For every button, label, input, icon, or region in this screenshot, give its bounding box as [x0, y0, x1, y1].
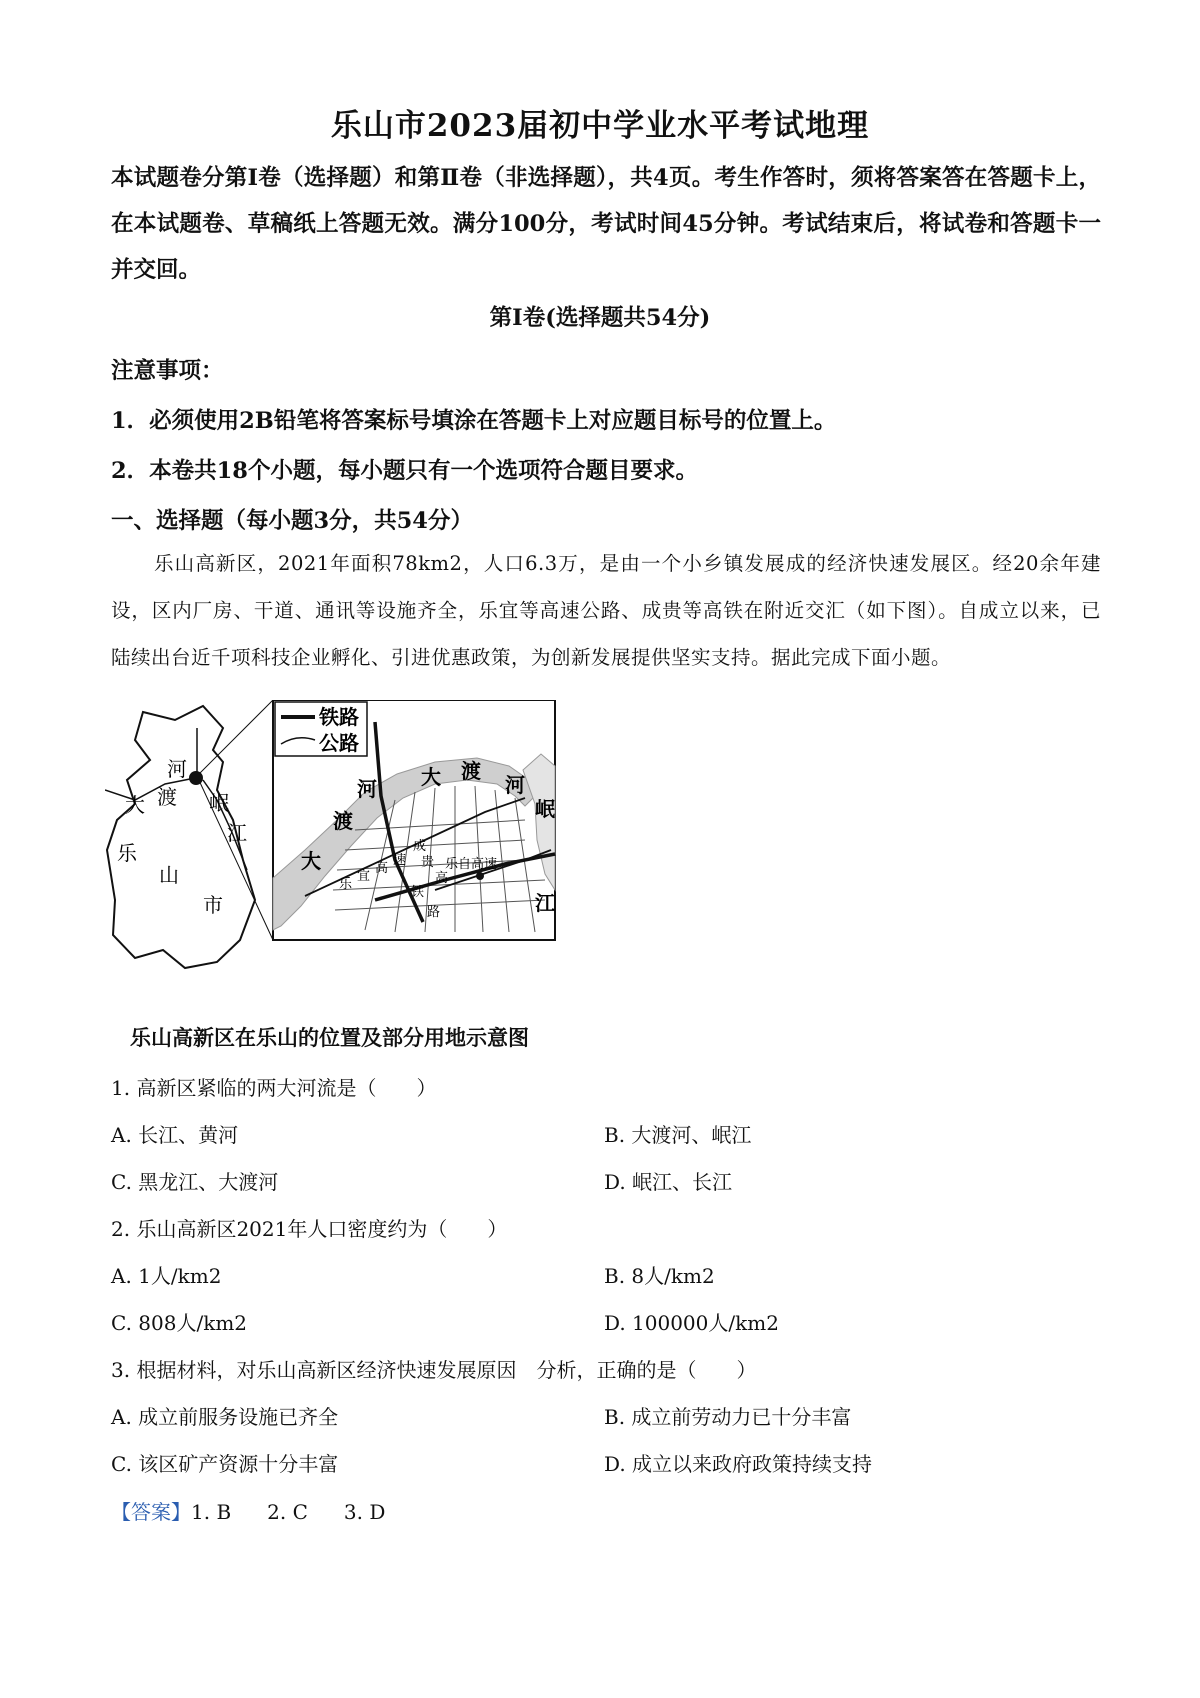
legend-rail-label: 铁路: [319, 705, 359, 729]
question-1-option-c[interactable]: C. 黑龙江、大渡河: [111, 1170, 279, 1194]
left-label-min: 岷: [209, 791, 229, 815]
question-3-option-d[interactable]: D. 成立以来政府政策持续支持: [604, 1452, 873, 1476]
notice-item-2: 2．本卷共18个小题，每小题只有一个选项符合题目要求。: [111, 458, 698, 484]
right-label-he-side: 河: [357, 777, 377, 801]
road-label-tie: 铁: [411, 885, 425, 900]
right-label-he-top: 河: [505, 773, 525, 797]
exam-intro: 本试题卷分第Ⅰ卷（选择题）和第Ⅱ卷（非选择题），共4页。考生作答时，须将答案答在答题卡上，在本试题卷、草稿纸上答题无效。满分100分，考试时间45分钟。考试结束后，将试卷和答题卡一并交回。: [111, 165, 1101, 283]
answer-item-3: 3. D: [343, 1500, 386, 1524]
question-1-stem: 1. 高新区紧临的两大河流是（ ）: [111, 1076, 437, 1100]
right-label-du-side: 渡: [333, 809, 353, 833]
right-label-min: 岷: [535, 797, 555, 821]
question-1-option-d[interactable]: D. 岷江、长江: [604, 1170, 733, 1194]
high-tech-zone-marker: [189, 771, 203, 785]
question-2-option-b[interactable]: B. 8人/km2: [604, 1264, 715, 1288]
right-label-du: 渡: [461, 759, 481, 783]
question-2-option-c[interactable]: C. 808人/km2: [111, 1311, 248, 1335]
part1-heading: 第Ⅰ卷(选择题共54分): [489, 305, 711, 331]
figure-caption: 乐山高新区在乐山的位置及部分用地示意图: [130, 1026, 529, 1050]
answer-item-2: 2. C: [267, 1500, 308, 1524]
exam-title: 乐山市2023届初中学业水平考试地理: [330, 108, 870, 144]
right-label-da: 大: [421, 765, 441, 789]
question-2-option-a[interactable]: A. 1人/km2: [111, 1264, 222, 1288]
question-3-option-c[interactable]: C. 该区矿产资源十分丰富: [111, 1452, 339, 1476]
question-1-option-a[interactable]: A. 长江、黄河: [111, 1123, 239, 1147]
left-label-du: 渡: [157, 785, 177, 809]
section-1-heading: 一、选择题（每小题3分，共54分）: [111, 508, 473, 534]
road-label-gao: 高: [375, 861, 389, 876]
answer-item-1: 1. B: [191, 1500, 232, 1524]
road-label-gao2: 高: [435, 871, 449, 886]
answer-line: [111, 1496, 421, 1525]
material-paragraph: 乐山高新区，2021年面积78km2，人口6.3万，是由一个小乡镇发展成的经济快速发展区。经20余年建设，区内厂房、干道、通讯等设施齐全，乐宜等高速公路、成贵等高铁在附近交汇（如下图）。自成立以来，已陆续出台近千项科技企业孵化、引进优惠政策，为创新发展提供坚实支持。据此完成下面小题。: [111, 552, 1101, 669]
question-3-stem: 3. 根据材料，对乐山高新区经济快速发展原因 分析，正确的是（ ）: [111, 1358, 757, 1382]
right-label-jiang: 江: [535, 891, 555, 915]
question-2-option-d[interactable]: D. 100000人/km2: [604, 1311, 779, 1335]
road-label-le: 乐: [339, 877, 353, 892]
dadu-river-left: [105, 778, 195, 800]
junction-marker: [476, 872, 484, 880]
left-label-shi: 市: [203, 893, 223, 917]
road-label-lu: 路: [427, 905, 441, 920]
road-label-lezi: 乐自高速: [445, 857, 498, 872]
answer-tag: 【答案】: [111, 1500, 191, 1524]
left-label-da: 大: [125, 793, 145, 817]
notice-item-1: 1．必须使用2B铅笔将答案标号填涂在答题卡上对应题目标号的位置上。: [111, 408, 837, 434]
notice-heading: 注意事项：: [111, 358, 224, 384]
road-label-cheng: 成: [413, 839, 427, 854]
legend-road-label: 公路: [319, 731, 359, 755]
road-label-yi: 宜: [357, 869, 371, 884]
question-2-stem: 2. 乐山高新区2021年人口密度约为（ ）: [111, 1217, 508, 1241]
left-label-shan: 山: [159, 863, 179, 887]
question-3-option-b[interactable]: B. 成立前劳动力已十分丰富: [604, 1405, 852, 1429]
road-label-su: 速: [393, 853, 407, 868]
question-1-option-b[interactable]: B. 大渡河、岷江: [604, 1123, 752, 1147]
right-label-da-side: 大: [301, 849, 321, 873]
road-label-gui: 贵: [421, 855, 435, 870]
left-label-jiang: 江: [227, 821, 247, 845]
map-figure: [105, 700, 615, 1000]
left-label-he: 河: [167, 757, 187, 781]
left-label-le: 乐: [117, 841, 137, 865]
question-3-option-a[interactable]: A. 成立前服务设施已齐全: [111, 1405, 339, 1429]
